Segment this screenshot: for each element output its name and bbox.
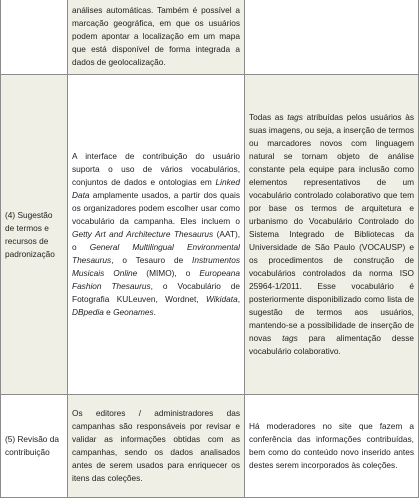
table-row (1, 395, 419, 498)
row-label-cell: (4) Sugestão de termos e recursos de padronização (1, 75, 68, 395)
cell-text: análises automáticas. Também é possível a marcação geográfica, em que os usuários podem apontar a localização em um mapa que está disponível de forma integrada a dados de geolocalização. (72, 4, 240, 67)
platform-a-cell (68, 395, 245, 498)
cell-text: Os editores / administradores das campanhas são responsáveis por revisar e validar as informações obtidas com as campanhas, sendo os dados analisados antes de serem usados para enriquecer os itens das coleções. (72, 408, 240, 483)
platform-b-cell (245, 395, 419, 498)
platform-b-cell (245, 75, 419, 395)
platform-a-cell (68, 0, 245, 75)
cell-text: Todas as tags atribuídas pelos usuários às suas imagens, ou seja, a inserção de termos ou marcadores novos com linguagem natural se tornam objeto de análise constante pela equipe para inclusão como elementos representativos de um vocabulário controlado colaborativo que tem por base os termos de arquitetura e urbanismo do Vocabulário Controlado do Sistema Integrado de Bibliotecas da Universidade de São Paulo (VOCAUSP) e os procedimentos de construção de vocabulários controlados da norma ISO 25964-1/2011. Esse vocabulário é posteriormente disponibilizado como lista de sugestão de termos aos usuários, mantendo-se a possibilidade de inserção de novas tags para alimentação desse vocabulário colaborativo. (249, 112, 415, 356)
table-row (1, 0, 419, 75)
table-row (1, 75, 419, 395)
platform-a-cell (68, 75, 245, 395)
row-label-cell (1, 0, 68, 75)
cell-text: A interface de contribuição do usuário suporta o uso de vários vocabulários, conjuntos de dados e ontologias em Linked Data amplamente usados, a partir dos quais os organizadores podem escolher usar como vocabulário da campanha. Eles incluem o Getty Art and Architecture Thesaurus (AAT), o General Multilingual Environmental Thesaurus, o Tesauro de Instrumentos Musicais Online (MIMO), o Europeana Fashion Thesaurus, o Vocabulário de Fotografia KULeuven, Wordnet, Wikidata, DBpedia e Geonames. (72, 151, 241, 317)
row-label-cell: (5) Revisão da contribuição (1, 395, 68, 498)
cell-text: Há moderadores no site que fazem a conferência das informações contribuídas, bem como do conteúdo novo inserido antes destes serem incorporados às coleções. (249, 421, 414, 470)
platform-b-cell (245, 0, 419, 75)
